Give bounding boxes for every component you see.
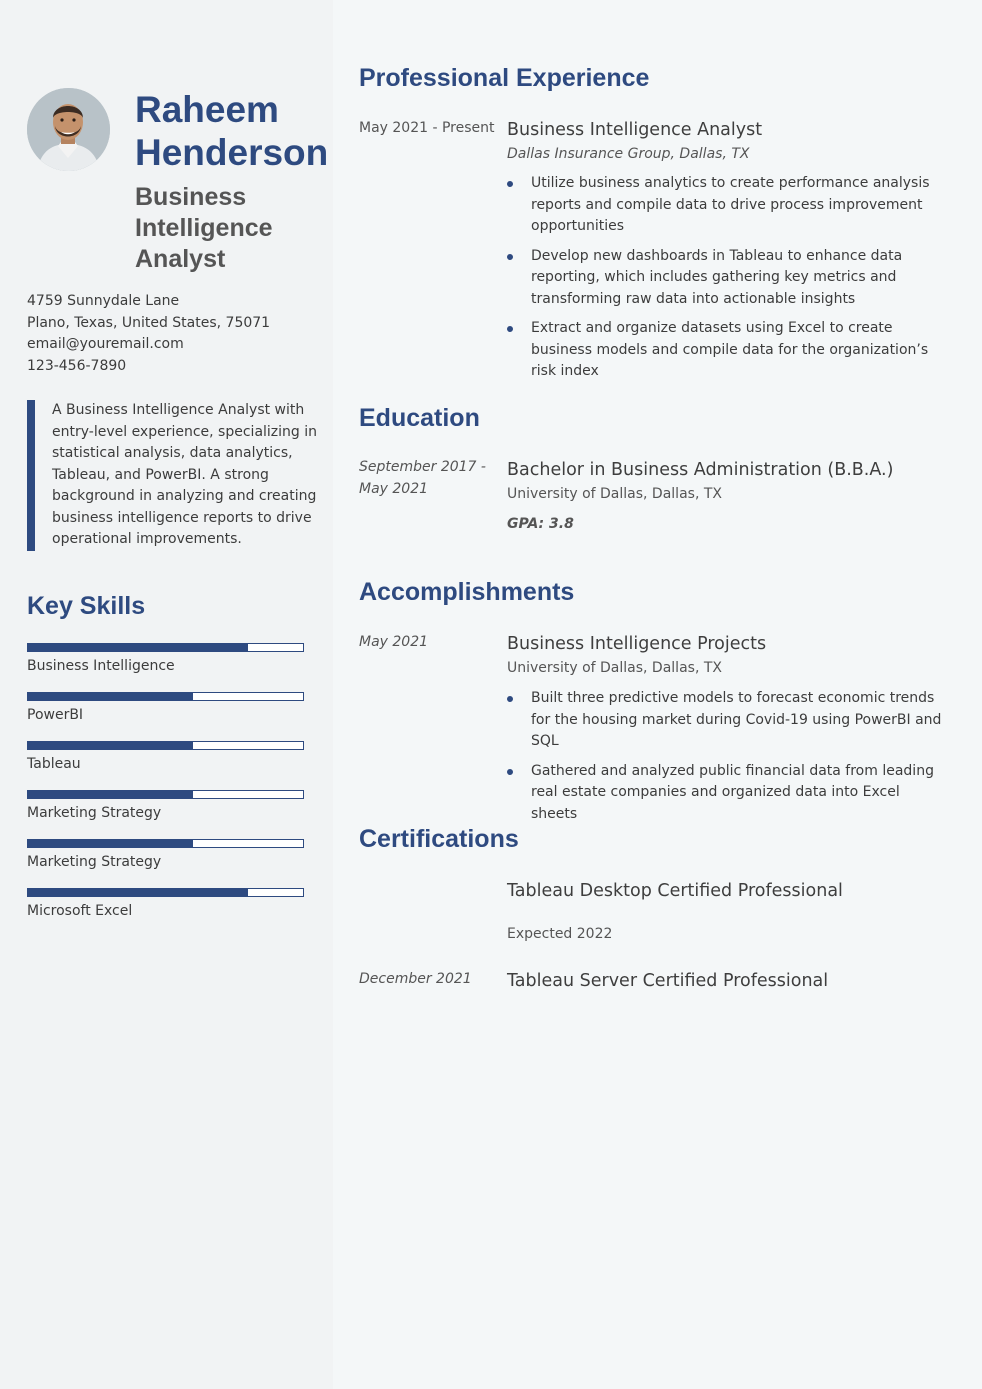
certification-date: December 2021 — [359, 971, 472, 987]
experience-bullets — [507, 173, 947, 391]
skill-item — [27, 643, 304, 692]
skill-bar — [27, 790, 304, 799]
accomplishment-bullets — [507, 688, 947, 833]
skill-bar — [27, 692, 304, 701]
avatar — [27, 88, 110, 171]
skill-item — [27, 790, 304, 839]
skills-list — [27, 643, 304, 937]
skill-level-fill — [28, 840, 193, 847]
email[interactable]: email@youremail.com — [27, 336, 184, 352]
skill-bar — [27, 741, 304, 750]
skill-item — [27, 692, 304, 741]
education-heading: Education — [359, 404, 480, 432]
skill-level-fill — [28, 742, 193, 749]
education-date-start: September 2017 - — [359, 459, 486, 475]
skill-level-fill — [28, 889, 248, 896]
person-icon — [27, 88, 110, 171]
address-line-2: Plano, Texas, United States, 75071 — [27, 314, 271, 331]
skill-item — [27, 741, 304, 790]
skill-bar — [27, 643, 304, 652]
education-date — [359, 457, 486, 500]
education-degree: Bachelor in Business Administration (B.B.A.) — [507, 460, 894, 480]
certifications-heading: Certifications — [359, 825, 519, 853]
certification-name: Tableau Server Certified Professional — [507, 971, 829, 991]
skill-label: Tableau — [27, 756, 81, 772]
education-school: University of Dallas, Dallas, TX — [507, 486, 722, 502]
skill-label: Marketing Strategy — [27, 805, 162, 821]
experience-date: May 2021 - Present — [359, 120, 495, 136]
skill-level-fill — [28, 791, 193, 798]
skill-level-fill — [28, 644, 248, 651]
skill-label: Business Intelligence — [27, 658, 175, 674]
accomplishments-heading: Accomplishments — [359, 578, 575, 606]
skills-heading: Key Skills — [27, 592, 146, 620]
address-line-1: 4759 Sunnydale Lane — [27, 293, 180, 309]
certification-name: Tableau Desktop Certified Professional — [507, 881, 843, 901]
list-item: Gathered and analyzed public financial data from leading real estate companies and organized data into Excel sheets — [507, 761, 947, 826]
candidate-title: Business Intelligence Analyst — [135, 183, 273, 273]
profile-summary: A Business Intelligence Analyst with entry-level experience, specializing in statistical analysis, data analytics, Tableau, and PowerBI. A strong background in analyzing and creating business intelligence reports to drive operational improvements. — [27, 400, 317, 551]
experience-company: Dallas Insurance Group, Dallas, TX — [507, 146, 750, 162]
skill-item — [27, 888, 304, 937]
list-item: Utilize business analytics to create performance analysis reports and compile data to drive process improvement opportunities — [507, 173, 947, 238]
list-item: Extract and organize datasets using Excel to create business models and compile data for the organization’s risk index — [507, 318, 947, 383]
skill-label: PowerBI — [27, 707, 84, 723]
phone: 123-456-7890 — [27, 357, 127, 374]
skill-level-fill — [28, 693, 193, 700]
skill-label: Marketing Strategy — [27, 854, 162, 870]
skill-bar — [27, 839, 304, 848]
accomplishment-org: University of Dallas, Dallas, TX — [507, 660, 722, 676]
certification-note: Expected 2022 — [507, 926, 613, 942]
skill-label: Microsoft Excel — [27, 903, 133, 919]
list-item: Develop new dashboards in Tableau to enhance data reporting, which includes gathering key metrics and transforming raw data into actionable insights — [507, 246, 947, 311]
education-date-end: May 2021 — [359, 480, 429, 497]
accomplishment-date: May 2021 — [359, 634, 429, 650]
contact-info — [27, 291, 327, 377]
education-gpa: GPA: 3.8 — [507, 516, 574, 532]
experience-heading: Professional Experience — [359, 64, 650, 92]
experience-role: Business Intelligence Analyst — [507, 120, 763, 140]
accomplishment-title: Business Intelligence Projects — [507, 634, 767, 654]
skill-item — [27, 839, 304, 888]
skill-bar — [27, 888, 304, 897]
list-item: Built three predictive models to forecast economic trends for the housing market during Covid-19 using PowerBI and SQL — [507, 688, 947, 753]
candidate-name: Raheem Henderson — [135, 89, 329, 173]
